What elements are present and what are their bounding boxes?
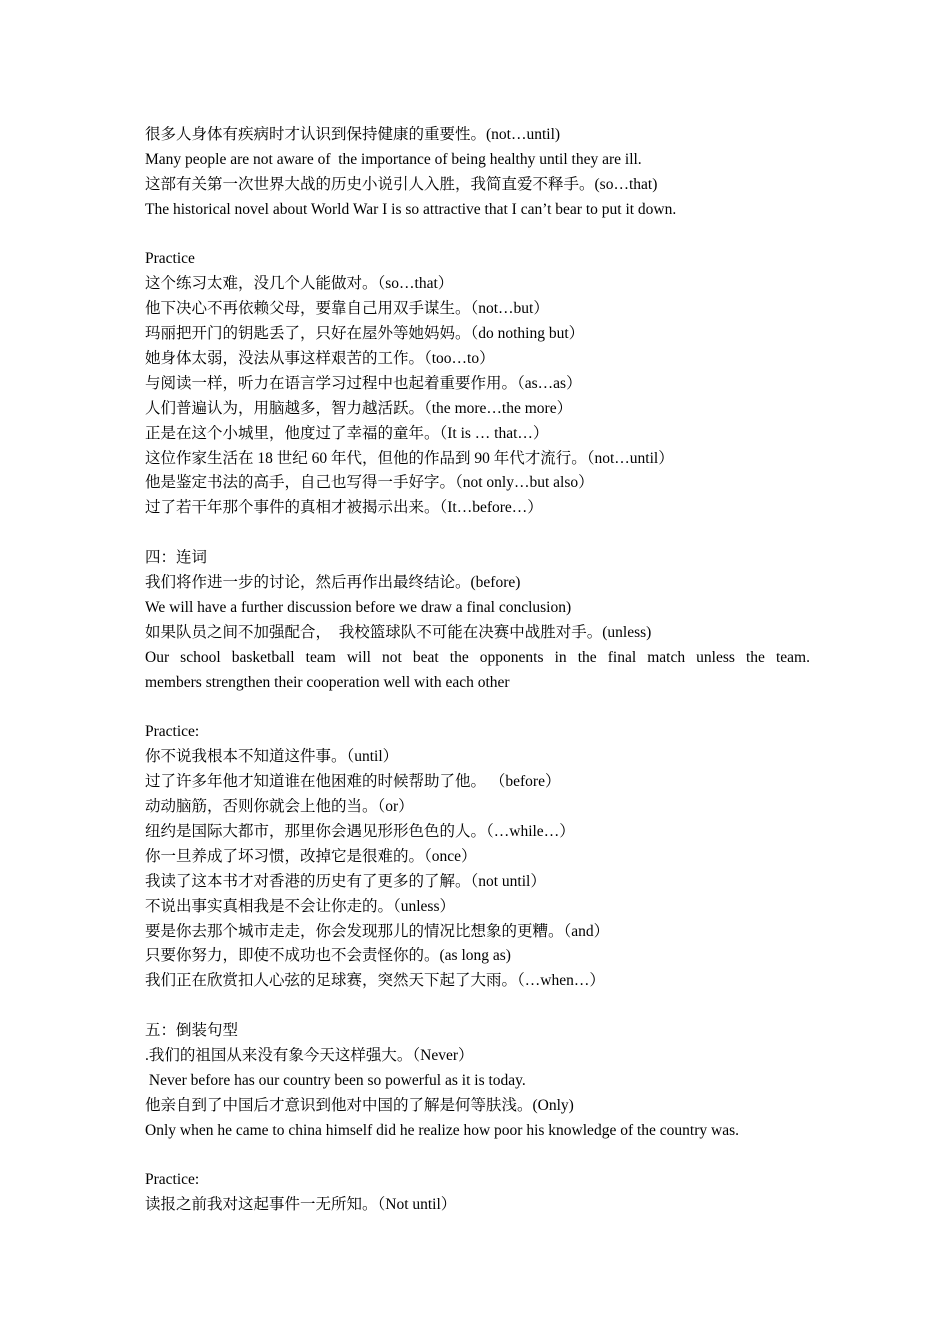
text-line: 过了许多年他才知道谁在他困难的时候帮助了他。 （before） — [145, 773, 561, 791]
text-line: 这位作家生活在 18 世纪 60 年代，但他的作品到 90 年代才流行。（not…until） — [145, 449, 674, 467]
text-line: 要是你去那个城市走走，你会发现那儿的情况比想象的更糟。（and） — [145, 922, 610, 940]
text-line: 与阅读一样，听力在语言学习过程中也起着重要作用。（as…as） — [145, 374, 582, 392]
blank-line — [145, 521, 810, 546]
blank-line — [145, 223, 810, 248]
text-line: 不说出事实真相我是不会让你走的。（unless） — [145, 897, 456, 915]
text-line: 你不说我根本不知道这件事。（until） — [145, 748, 399, 766]
text-line: 我们将作进一步的讨论，然后再作出最终结论。(before) — [145, 574, 521, 592]
section-heading: Practice: — [145, 723, 200, 741]
section-heading: 五：倒装句型 — [145, 1022, 239, 1040]
text-line: Only when he came to china himself did he realize how poor his knowledge of the country was. — [145, 1121, 739, 1139]
text-line: 我们正在欣赏扣人心弦的足球赛，突然天下起了大雨。（…when…） — [145, 972, 605, 990]
blank-line — [145, 695, 810, 720]
section-heading: Practice — [145, 250, 195, 268]
text-line: 纽约是国际大都市，那里你会遇见形形色色的人。（…while…） — [145, 822, 575, 840]
text-line: 读报之前我对这起事件一无所知。（Not until） — [145, 1196, 457, 1214]
text-line: 过了若干年那个事件的真相才被揭示出来。（It…before…） — [145, 499, 543, 517]
text-line: members strengthen their cooperation well with each other — [145, 673, 510, 691]
text-line: 人们普遍认为，用脑越多，智力越活跃。（the more…the more） — [145, 399, 573, 417]
text-line: 动动脑筋，否则你就会上他的当。（or） — [145, 798, 414, 816]
text-line: The historical novel about World War I is so attractive that I can’t bear to put it down. — [145, 200, 677, 218]
text-line: We will have a further discussion before we draw a final conclusion) — [145, 598, 572, 616]
text-line: Never before has our country been so powerful as it is today. — [145, 1071, 526, 1089]
text-line: 如果队员之间不加强配合， 我校篮球队不可能在决赛中战胜对手。(unless) — [145, 623, 652, 641]
text-line: .我们的祖国从来没有象今天这样强大。（Never） — [145, 1046, 474, 1064]
text-line: 你一旦养成了坏习惯，改掉它是很难的。（once） — [145, 847, 477, 865]
text-line: 这个练习太难，没几个人能做对。（so…that） — [145, 275, 454, 293]
text-line: 他亲自到了中国后才意识到他对中国的了解是何等肤浅。(Only) — [145, 1096, 574, 1114]
text-line: 他是鉴定书法的高手，自己也写得一手好字。（not only…but also） — [145, 474, 594, 492]
blank-line — [145, 1144, 810, 1169]
text-line: 这部有关第一次世界大战的历史小说引人入胜，我简直爱不释手。(so…that) — [145, 175, 658, 193]
text-line: 正是在这个小城里，他度过了幸福的童年。（It is … that…） — [145, 424, 549, 442]
blank-line — [145, 994, 810, 1019]
text-line: Many people are not aware of the importance of being healthy until they are ill. — [145, 150, 642, 168]
text-line: 我读了这本书才对香港的历史有了更多的了解。（not until） — [145, 872, 546, 890]
section-heading: Practice: — [145, 1171, 200, 1189]
text-line: 很多人身体有疾病时才认识到保持健康的重要性。(not…until) — [145, 126, 561, 143]
document-page — [145, 123, 810, 1218]
text-line: 玛丽把开门的钥匙丢了，只好在屋外等她妈妈。（do nothing but） — [145, 325, 585, 343]
text-line: 她身体太弱，没法从事这样艰苦的工作。（too…to） — [145, 350, 495, 368]
text-line: 只要你努力，即使不成功也不会责怪你的。(as long as) — [145, 947, 511, 965]
text-line: 他下决心不再依赖父母，要靠自己用双手谋生。（not…but） — [145, 300, 549, 318]
text-line: Our school basketball team will not beat the opponents in the final match unless the team. — [145, 648, 810, 666]
section-heading: 四：连词 — [145, 549, 208, 567]
